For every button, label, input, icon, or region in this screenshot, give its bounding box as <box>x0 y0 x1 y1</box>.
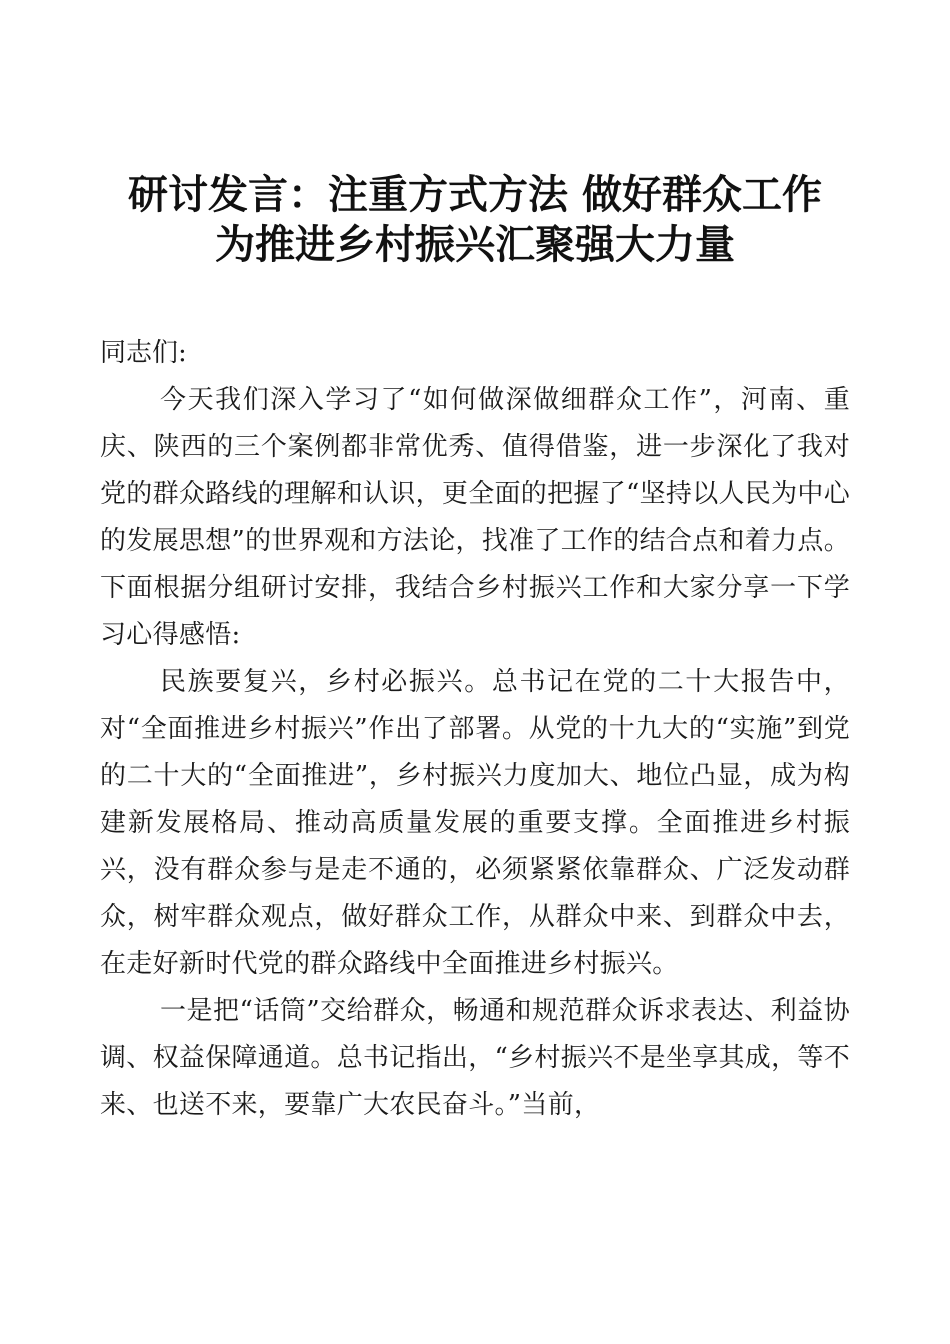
document-title <box>60 170 890 270</box>
title-line-1: 研讨发言：注重方式方法 做好群众工作 <box>128 171 822 218</box>
document-body <box>100 330 850 1129</box>
paragraph-rural-revitalization: 民族要复兴，乡村必振兴。总书记在党的二十大报告中，对“全面推进乡村振兴”作出了部署。从党的十九大的“实施”到党的二十大的“全面推进”，乡村振兴力度加大、地位凸显，成为构建新发展格局、推动高质量发展的重要支撑。全面推进乡村振兴，没有群众参与是走不通的，必须紧紧依靠群众、广泛发动群众，树牢群众观点，做好群众工作，从群众中来、到群众中去，在走好新时代党的群众路线中全面推进乡村振兴。 <box>100 667 850 979</box>
paragraph-point-one: 一是把“话筒”交给群众，畅通和规范群众诉求表达、利益协调、权益保障通道。总书记指出，“乡村振兴不是坐享其成，等不来、也送不来，要靠广大农民奋斗。”当前， <box>100 996 850 1120</box>
paragraph-intro: 今天我们深入学习了“如何做深做细群众工作”，河南、重庆、陕西的三个案例都非常优秀、值得借鉴，进一步深化了我对党的群众路线的理解和认识，更全面的把握了“坚持以人民为中心的发展思想”的世界观和方法论，找准了工作的结合点和着力点。下面根据分组研讨安排，我结合乡村振兴工作和大家分享一下学习心得感悟: <box>100 385 850 650</box>
title-line-2: 为推进乡村振兴汇聚强大力量 <box>215 221 735 268</box>
salutation: 同志们: <box>100 338 187 368</box>
